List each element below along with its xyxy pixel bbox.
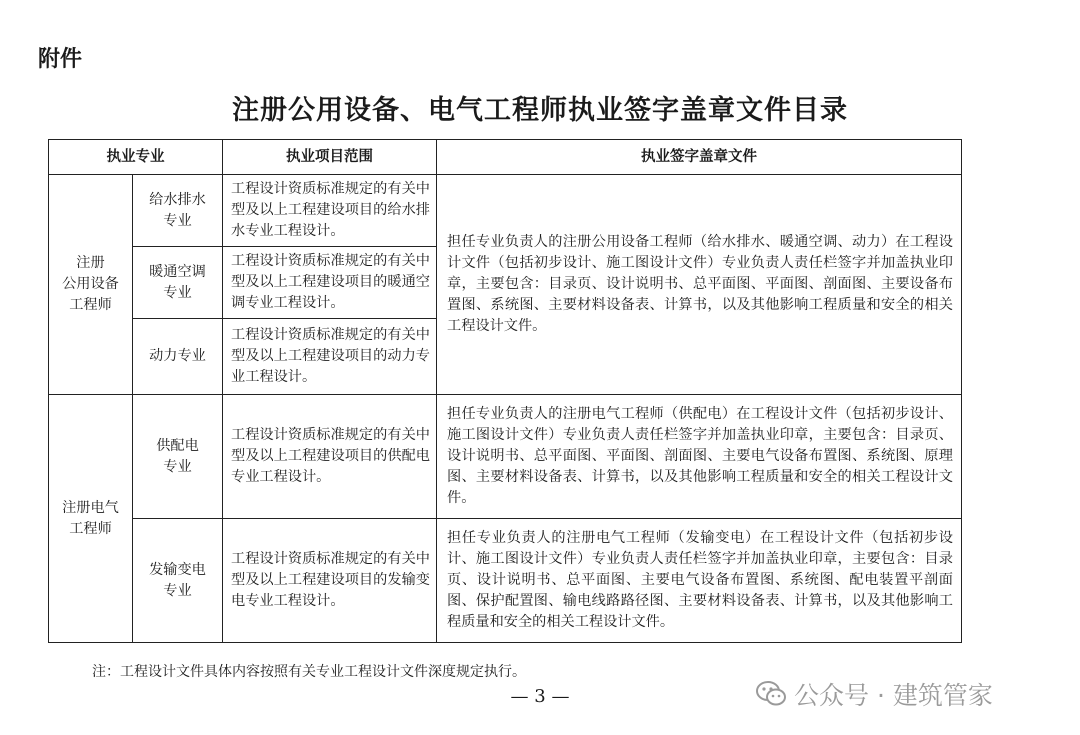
specialty-cell <box>133 395 223 519</box>
specialty-label: 暖通空调 专业 <box>149 263 206 301</box>
specialty-cell <box>133 175 223 247</box>
page-title: 注册公用设备、电气工程师执业签字盖章文件目录 <box>232 95 848 126</box>
documents-cell: 担任专业负责人的注册电气工程师（发输变电）在工程设计文件（包括初步设计、施工图设计文件）专业负责人责任栏签字并加盖执业印章，主要包含：目录页、设计说明书、总平面图、主要电气设备布置图、系统图、配电装置平剖面图、保护配置图、输电线路路径图、主要材料设备表、计算书，以及其他影响工程质量和安全的相关工程设计文件。 <box>437 519 962 643</box>
table-row <box>49 395 962 519</box>
table-row <box>49 175 962 247</box>
documents-cell: 担任专业负责人的注册公用设备工程师（给水排水、暖通空调、动力）在工程设计文件（包括初步设计、施工图设计文件）专业负责人责任栏签字并加盖执业印章，主要包含：目录页、设计说明书、总平面图、平面图、剖面图、主要设备布置图、系统图、主要材料设备表、计算书，以及其他影响工程质量和安全的相关工程设计文件。 <box>437 175 962 395</box>
column-header-specialty: 执业专业 <box>49 140 223 175</box>
column-header-documents: 执业签字盖章文件 <box>437 140 962 175</box>
scope-cell: 工程设计资质标准规定的有关中型及以上工程建设项目的供配电专业工程设计。 <box>223 395 437 519</box>
scope-cell: 工程设计资质标准规定的有关中型及以上工程建设项目的动力专业工程设计。 <box>223 319 437 395</box>
specialty-cell <box>133 319 223 395</box>
wechat-icon <box>756 681 786 707</box>
category-cell <box>49 175 133 395</box>
signature-document-table <box>48 139 962 643</box>
specialty-label: 动力专业 <box>149 348 206 364</box>
specialty-label: 给水排水 专业 <box>149 191 206 229</box>
category-label: 注册 公用设备 工程师 <box>62 255 119 313</box>
page-number: — 3 — <box>510 686 570 707</box>
watermark-text: 公众号 · 建筑管家 <box>794 681 993 710</box>
scope-cell: 工程设计资质标准规定的有关中型及以上工程建设项目的发输变电专业工程设计。 <box>223 519 437 643</box>
scope-cell: 工程设计资质标准规定的有关中型及以上工程建设项目的给水排水专业工程设计。 <box>223 175 437 247</box>
specialty-label: 发输变电 专业 <box>149 561 206 599</box>
footnote: 注：工程设计文件具体内容按照有关专业工程设计文件深度规定执行。 <box>92 664 526 680</box>
specialty-cell <box>133 519 223 643</box>
category-cell <box>49 395 133 643</box>
attachment-label: 附件 <box>38 47 83 72</box>
table-header-row <box>49 140 962 175</box>
watermark <box>756 676 993 712</box>
column-header-scope: 执业项目范围 <box>223 140 437 175</box>
scope-cell: 工程设计资质标准规定的有关中型及以上工程建设项目的暖通空调专业工程设计。 <box>223 247 437 319</box>
specialty-label: 供配电 专业 <box>156 437 199 475</box>
category-label: 注册电气 工程师 <box>62 499 119 537</box>
documents-cell: 担任专业负责人的注册电气工程师（供配电）在工程设计文件（包括初步设计、施工图设计文件）专业负责人责任栏签字并加盖执业印章，主要包含：目录页、设计说明书、总平面图、平面图、剖面图、主要电气设备布置图、系统图、原理图、主要材料设备表、计算书，以及其他影响工程质量和安全的相关工程设计文件。 <box>437 395 962 519</box>
table-row <box>49 519 962 643</box>
specialty-cell <box>133 247 223 319</box>
